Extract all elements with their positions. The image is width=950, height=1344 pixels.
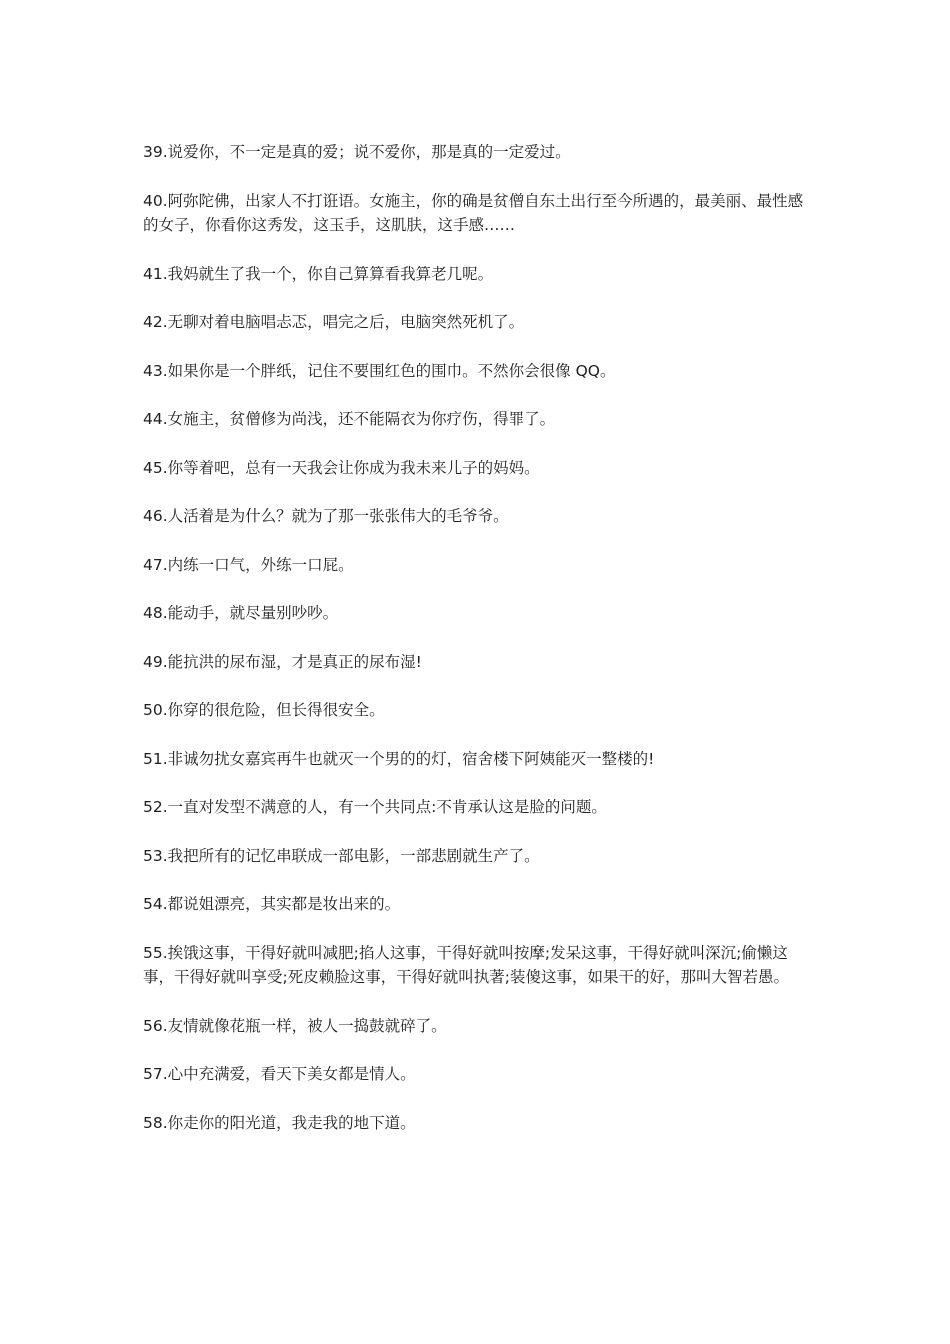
list-item: 58.你走你的阳光道，我走我的地下道。 xyxy=(143,1113,416,1132)
list-item: 49.能抗洪的尿布湿，才是真正的尿布湿! xyxy=(143,652,422,671)
list-item: 56.友情就像花瓶一样，被人一捣鼓就碎了。 xyxy=(143,1016,447,1035)
list-item: 47.内练一口气，外练一口屁。 xyxy=(143,555,354,574)
list-item: 48.能动手，就尽量别吵吵。 xyxy=(143,604,339,622)
list-item: 52.一直对发型不满意的人，有一个共同点:不肯承认这是脸的问题。 xyxy=(143,798,607,816)
list-item: 53.我把所有的记忆串联成一部电影，一部悲剧就生产了。 xyxy=(143,846,540,865)
list-item: 55.挨饿这事，干得好就叫减肥;掐人这事，干得好就叫按摩;发呆这事，干得好就叫深沉;偷懒这事，干得好就叫享受;死皮赖脸这事，干得好就叫执著;装傻这事，如果干的好，那叫大智若愚。 xyxy=(143,943,789,986)
list-item: 42.无聊对着电脑唱忐忑，唱完之后，电脑突然死机了。 xyxy=(143,313,525,331)
list-item: 40.阿弥陀佛，出家人不打诳语。女施主，你的确是贫僧自东土出行至今所遇的，最美丽、最性感的女子，你看你这秀发，这玉手，这肌肤，这手感…… xyxy=(143,191,804,234)
list-item: 46.人活着是为什么？就为了那一张张伟大的毛爷爷。 xyxy=(143,507,509,525)
list-item: 44.女施主，贫僧修为尚浅，还不能隔衣为你疗伤，得罪了。 xyxy=(143,410,556,428)
list-item: 43.如果你是一个胖纸，记住不要围红色的围巾。不然你会很像 QQ。 xyxy=(143,361,616,380)
list-item: 51.非诚勿扰女嘉宾再牛也就灭一个男的的灯，宿舍楼下阿姨能灭一整楼的! xyxy=(143,749,655,768)
list-item: 45.你等着吧，总有一天我会让你成为我未来儿子的妈妈。 xyxy=(143,458,540,477)
list-item: 41.我妈就生了我一个，你自己算算看我算老几呢。 xyxy=(143,264,494,283)
list-item: 50.你穿的很危险，但长得很安全。 xyxy=(143,701,385,719)
list-item: 57.心中充满爱，看天下美女都是情人。 xyxy=(143,1065,416,1083)
joke-list xyxy=(143,140,811,1159)
list-item: 54.都说姐漂亮，其实都是妆出来的。 xyxy=(143,895,401,913)
list-item: 39.说爱你，不一定是真的爱；说不爱你，那是真的一定爱过。 xyxy=(143,143,571,161)
